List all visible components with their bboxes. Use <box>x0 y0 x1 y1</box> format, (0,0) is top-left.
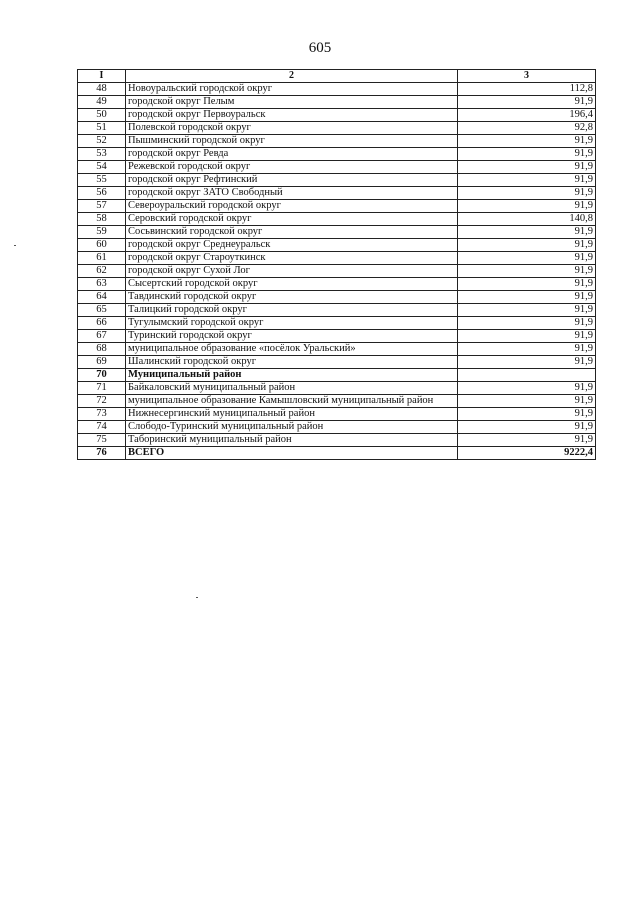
row-number-cell: 55 <box>78 174 126 187</box>
row-name-cell: Тавдинский городской округ <box>126 291 458 304</box>
header-col-1: I <box>78 70 126 83</box>
row-value-cell: 91,9 <box>458 421 596 434</box>
row-number-cell: 69 <box>78 356 126 369</box>
table-row <box>78 213 596 226</box>
table-row <box>78 174 596 187</box>
row-value-cell: 91,9 <box>458 187 596 200</box>
table-row <box>78 83 596 96</box>
row-name-cell: городской округ ЗАТО Свободный <box>126 187 458 200</box>
row-number-cell: 63 <box>78 278 126 291</box>
row-value-cell: 91,9 <box>458 96 596 109</box>
row-value-cell <box>458 369 596 382</box>
row-number-cell: 56 <box>78 187 126 200</box>
table-row <box>78 291 596 304</box>
table-row <box>78 161 596 174</box>
row-number-cell: 75 <box>78 434 126 447</box>
row-number-cell: 74 <box>78 421 126 434</box>
row-number-cell: 76 <box>78 447 126 460</box>
row-name-cell: Талицкий городской округ <box>126 304 458 317</box>
table-row <box>78 447 596 460</box>
row-name-cell: городской округ Среднеуральск <box>126 239 458 252</box>
row-number-cell: 53 <box>78 148 126 161</box>
row-name-cell: ВСЕГО <box>126 447 458 460</box>
row-number-cell: 68 <box>78 343 126 356</box>
row-value-cell: 140,8 <box>458 213 596 226</box>
row-name-cell: городской округ Рефтинский <box>126 174 458 187</box>
row-number-cell: 58 <box>78 213 126 226</box>
row-value-cell: 92,8 <box>458 122 596 135</box>
table-row <box>78 200 596 213</box>
row-name-cell: Тугулымский городской округ <box>126 317 458 330</box>
row-name-cell: муниципальное образование «посёлок Уральский» <box>126 343 458 356</box>
table-row <box>78 278 596 291</box>
row-name-cell: городской округ Ревда <box>126 148 458 161</box>
row-value-cell: 91,9 <box>458 434 596 447</box>
table-row <box>78 304 596 317</box>
row-number-cell: 62 <box>78 265 126 278</box>
row-number-cell: 66 <box>78 317 126 330</box>
table-row <box>78 122 596 135</box>
row-value-cell: 91,9 <box>458 135 596 148</box>
row-number-cell: 52 <box>78 135 126 148</box>
scan-mark <box>14 245 16 246</box>
row-value-cell: 9222,4 <box>458 447 596 460</box>
table-row <box>78 135 596 148</box>
row-name-cell: городской округ Первоуральск <box>126 109 458 122</box>
row-name-cell: городской округ Староуткинск <box>126 252 458 265</box>
row-number-cell: 57 <box>78 200 126 213</box>
row-number-cell: 60 <box>78 239 126 252</box>
row-name-cell: Режевской городской округ <box>126 161 458 174</box>
table-row <box>78 408 596 421</box>
row-name-cell: Пышминский городской округ <box>126 135 458 148</box>
row-name-cell: Шалинский городской округ <box>126 356 458 369</box>
table-row <box>78 369 596 382</box>
row-number-cell: 71 <box>78 382 126 395</box>
row-value-cell: 91,9 <box>458 291 596 304</box>
table-body <box>78 83 596 460</box>
row-number-cell: 50 <box>78 109 126 122</box>
row-name-cell: Таборинский муниципальный район <box>126 434 458 447</box>
table-row <box>78 395 596 408</box>
row-name-cell: городской округ Сухой Лог <box>126 265 458 278</box>
row-number-cell: 70 <box>78 369 126 382</box>
row-number-cell: 54 <box>78 161 126 174</box>
row-number-cell: 51 <box>78 122 126 135</box>
row-value-cell: 91,9 <box>458 395 596 408</box>
row-value-cell: 112,8 <box>458 83 596 96</box>
row-value-cell: 91,9 <box>458 226 596 239</box>
row-name-cell: Муниципальный район <box>126 369 458 382</box>
table-row <box>78 252 596 265</box>
table-row <box>78 330 596 343</box>
row-value-cell: 91,9 <box>458 265 596 278</box>
row-name-cell: Новоуральский городской округ <box>126 83 458 96</box>
header-col-3: 3 <box>458 70 596 83</box>
row-value-cell: 91,9 <box>458 343 596 356</box>
row-value-cell: 91,9 <box>458 148 596 161</box>
row-name-cell: Сысертский городской округ <box>126 278 458 291</box>
row-name-cell: Слободо-Туринский муниципальный район <box>126 421 458 434</box>
table-row <box>78 434 596 447</box>
row-number-cell: 73 <box>78 408 126 421</box>
row-name-cell: Полевской городской округ <box>126 122 458 135</box>
table-row <box>78 382 596 395</box>
row-value-cell: 91,9 <box>458 317 596 330</box>
table-row <box>78 148 596 161</box>
row-name-cell: муниципальное образование Камышловский муниципальный район <box>126 395 458 408</box>
row-value-cell: 91,9 <box>458 382 596 395</box>
row-name-cell: Нижнесергинский муниципальный район <box>126 408 458 421</box>
row-value-cell: 196,4 <box>458 109 596 122</box>
row-value-cell: 91,9 <box>458 304 596 317</box>
row-number-cell: 49 <box>78 96 126 109</box>
row-name-cell: Байкаловский муниципальный район <box>126 382 458 395</box>
row-number-cell: 72 <box>78 395 126 408</box>
row-number-cell: 59 <box>78 226 126 239</box>
row-value-cell: 91,9 <box>458 161 596 174</box>
table-row <box>78 96 596 109</box>
row-number-cell: 65 <box>78 304 126 317</box>
scan-mark <box>196 597 198 598</box>
row-value-cell: 91,9 <box>458 239 596 252</box>
row-name-cell: городской округ Пелым <box>126 96 458 109</box>
row-number-cell: 67 <box>78 330 126 343</box>
table-row <box>78 187 596 200</box>
table-row <box>78 356 596 369</box>
table-row <box>78 239 596 252</box>
row-value-cell: 91,9 <box>458 174 596 187</box>
table-header-row <box>78 70 596 83</box>
row-value-cell: 91,9 <box>458 330 596 343</box>
row-number-cell: 61 <box>78 252 126 265</box>
row-name-cell: Серовский городской округ <box>126 213 458 226</box>
row-value-cell: 91,9 <box>458 200 596 213</box>
table-row <box>78 109 596 122</box>
row-value-cell: 91,9 <box>458 408 596 421</box>
table-row <box>78 226 596 239</box>
row-value-cell: 91,9 <box>458 356 596 369</box>
row-value-cell: 91,9 <box>458 278 596 291</box>
row-name-cell: Североуральский городской округ <box>126 200 458 213</box>
row-value-cell: 91,9 <box>458 252 596 265</box>
header-col-2: 2 <box>126 70 458 83</box>
page-number: 605 <box>308 40 332 56</box>
table-row <box>78 317 596 330</box>
table-row <box>78 343 596 356</box>
row-name-cell: Сосьвинский городской округ <box>126 226 458 239</box>
data-table <box>77 69 596 460</box>
row-number-cell: 64 <box>78 291 126 304</box>
table-row <box>78 421 596 434</box>
row-name-cell: Туринский городской округ <box>126 330 458 343</box>
table-row <box>78 265 596 278</box>
row-number-cell: 48 <box>78 83 126 96</box>
